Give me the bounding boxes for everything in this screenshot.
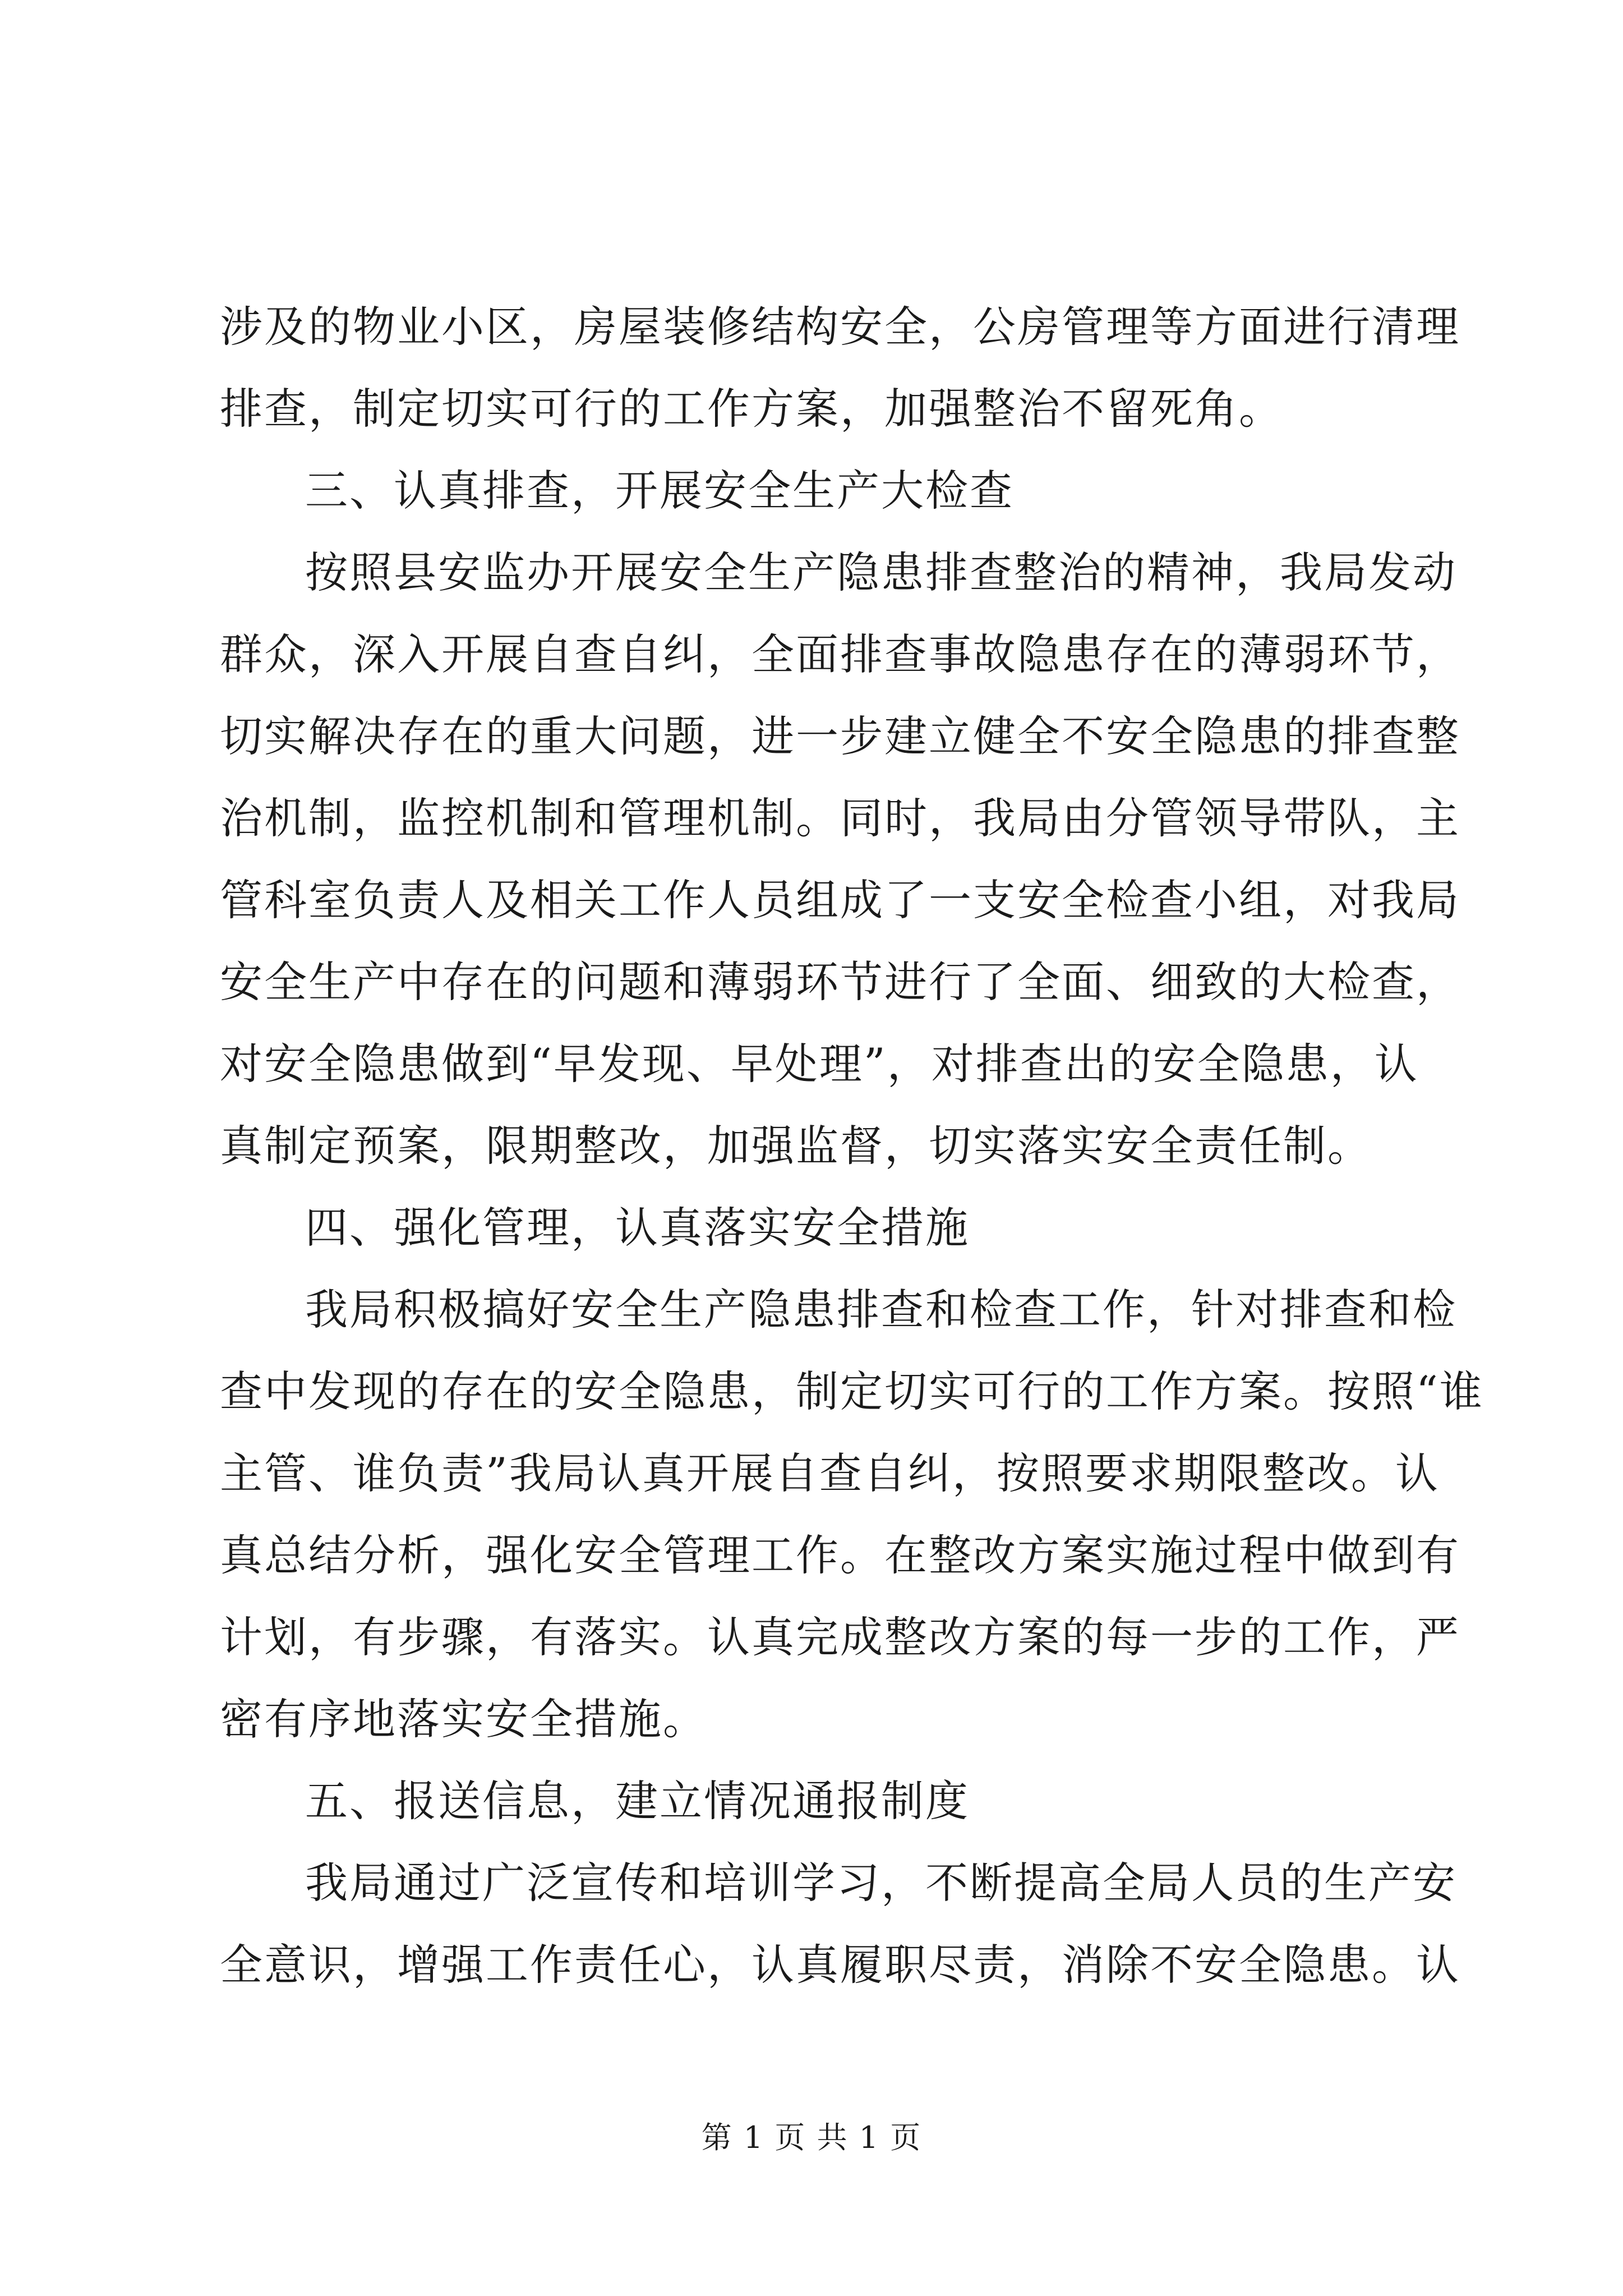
page-footer: 第 1 页 共 1 页 bbox=[701, 2120, 922, 2155]
paragraph-line: 密有序地落实安全措施。 bbox=[220, 1694, 707, 1744]
paragraph-line: 查中发现的存在的安全隐患，制定切实可行的工作方案。按照“谁 bbox=[220, 1366, 1484, 1416]
paragraph-line: 治机制，监控机制和管理机制。同时，我局由分管领导带队，主 bbox=[220, 793, 1460, 843]
section-heading: 四、强化管理，认真落实安全措施 bbox=[305, 1203, 970, 1253]
paragraph-line: 对安全隐患做到“早发现、早处理”，对排查出的安全隐患，认 bbox=[220, 1039, 1419, 1089]
paragraph-line: 全意识，增强工作责任心，认真履职尽责，消除不安全隐患。认 bbox=[220, 1940, 1460, 1990]
paragraph-line: 安全生产中存在的问题和薄弱环节进行了全面、细致的大检查， bbox=[220, 957, 1460, 1007]
paragraph-line: 管科室负责人及相关工作人员组成了一支安全检查小组，对我局 bbox=[220, 875, 1460, 925]
section-heading: 三、认真排查，开展安全生产大检查 bbox=[305, 466, 1014, 516]
paragraph-line: 按照县安监办开展安全生产隐患排查整治的精神，我局发动 bbox=[305, 547, 1457, 597]
paragraph-line: 排查，制定切实可行的工作方案，加强整治不留死角。 bbox=[220, 384, 1283, 434]
paragraph-line: 我局通过广泛宣传和培训学习，不断提高全局人员的生产安 bbox=[305, 1858, 1457, 1908]
section-heading: 五、报送信息，建立情况通报制度 bbox=[305, 1776, 970, 1826]
paragraph-line: 主管、谁负责”我局认真开展自查自纠，按照要求期限整改。认 bbox=[220, 1448, 1440, 1498]
paragraph-line: 群众，深入开展自查自纠，全面排查事故隐患存在的薄弱环节， bbox=[220, 629, 1460, 679]
document-body bbox=[220, 286, 1484, 2006]
paragraph-line: 真总结分析，强化安全管理工作。在整改方案实施过程中做到有 bbox=[220, 1530, 1460, 1580]
paragraph-line: 涉及的物业小区，房屋装修结构安全，公房管理等方面进行清理 bbox=[220, 302, 1460, 352]
paragraph-line: 切实解决存在的重大问题，进一步建立健全不安全隐患的排查整 bbox=[220, 711, 1460, 761]
paragraph-line: 我局积极搞好安全生产隐患排查和检查工作，针对排查和检 bbox=[305, 1285, 1457, 1335]
paragraph-line: 真制定预案，限期整改，加强监督，切实落实安全责任制。 bbox=[220, 1121, 1372, 1171]
paragraph-line: 计划，有步骤，有落实。认真完成整改方案的每一步的工作，严 bbox=[220, 1612, 1460, 1662]
